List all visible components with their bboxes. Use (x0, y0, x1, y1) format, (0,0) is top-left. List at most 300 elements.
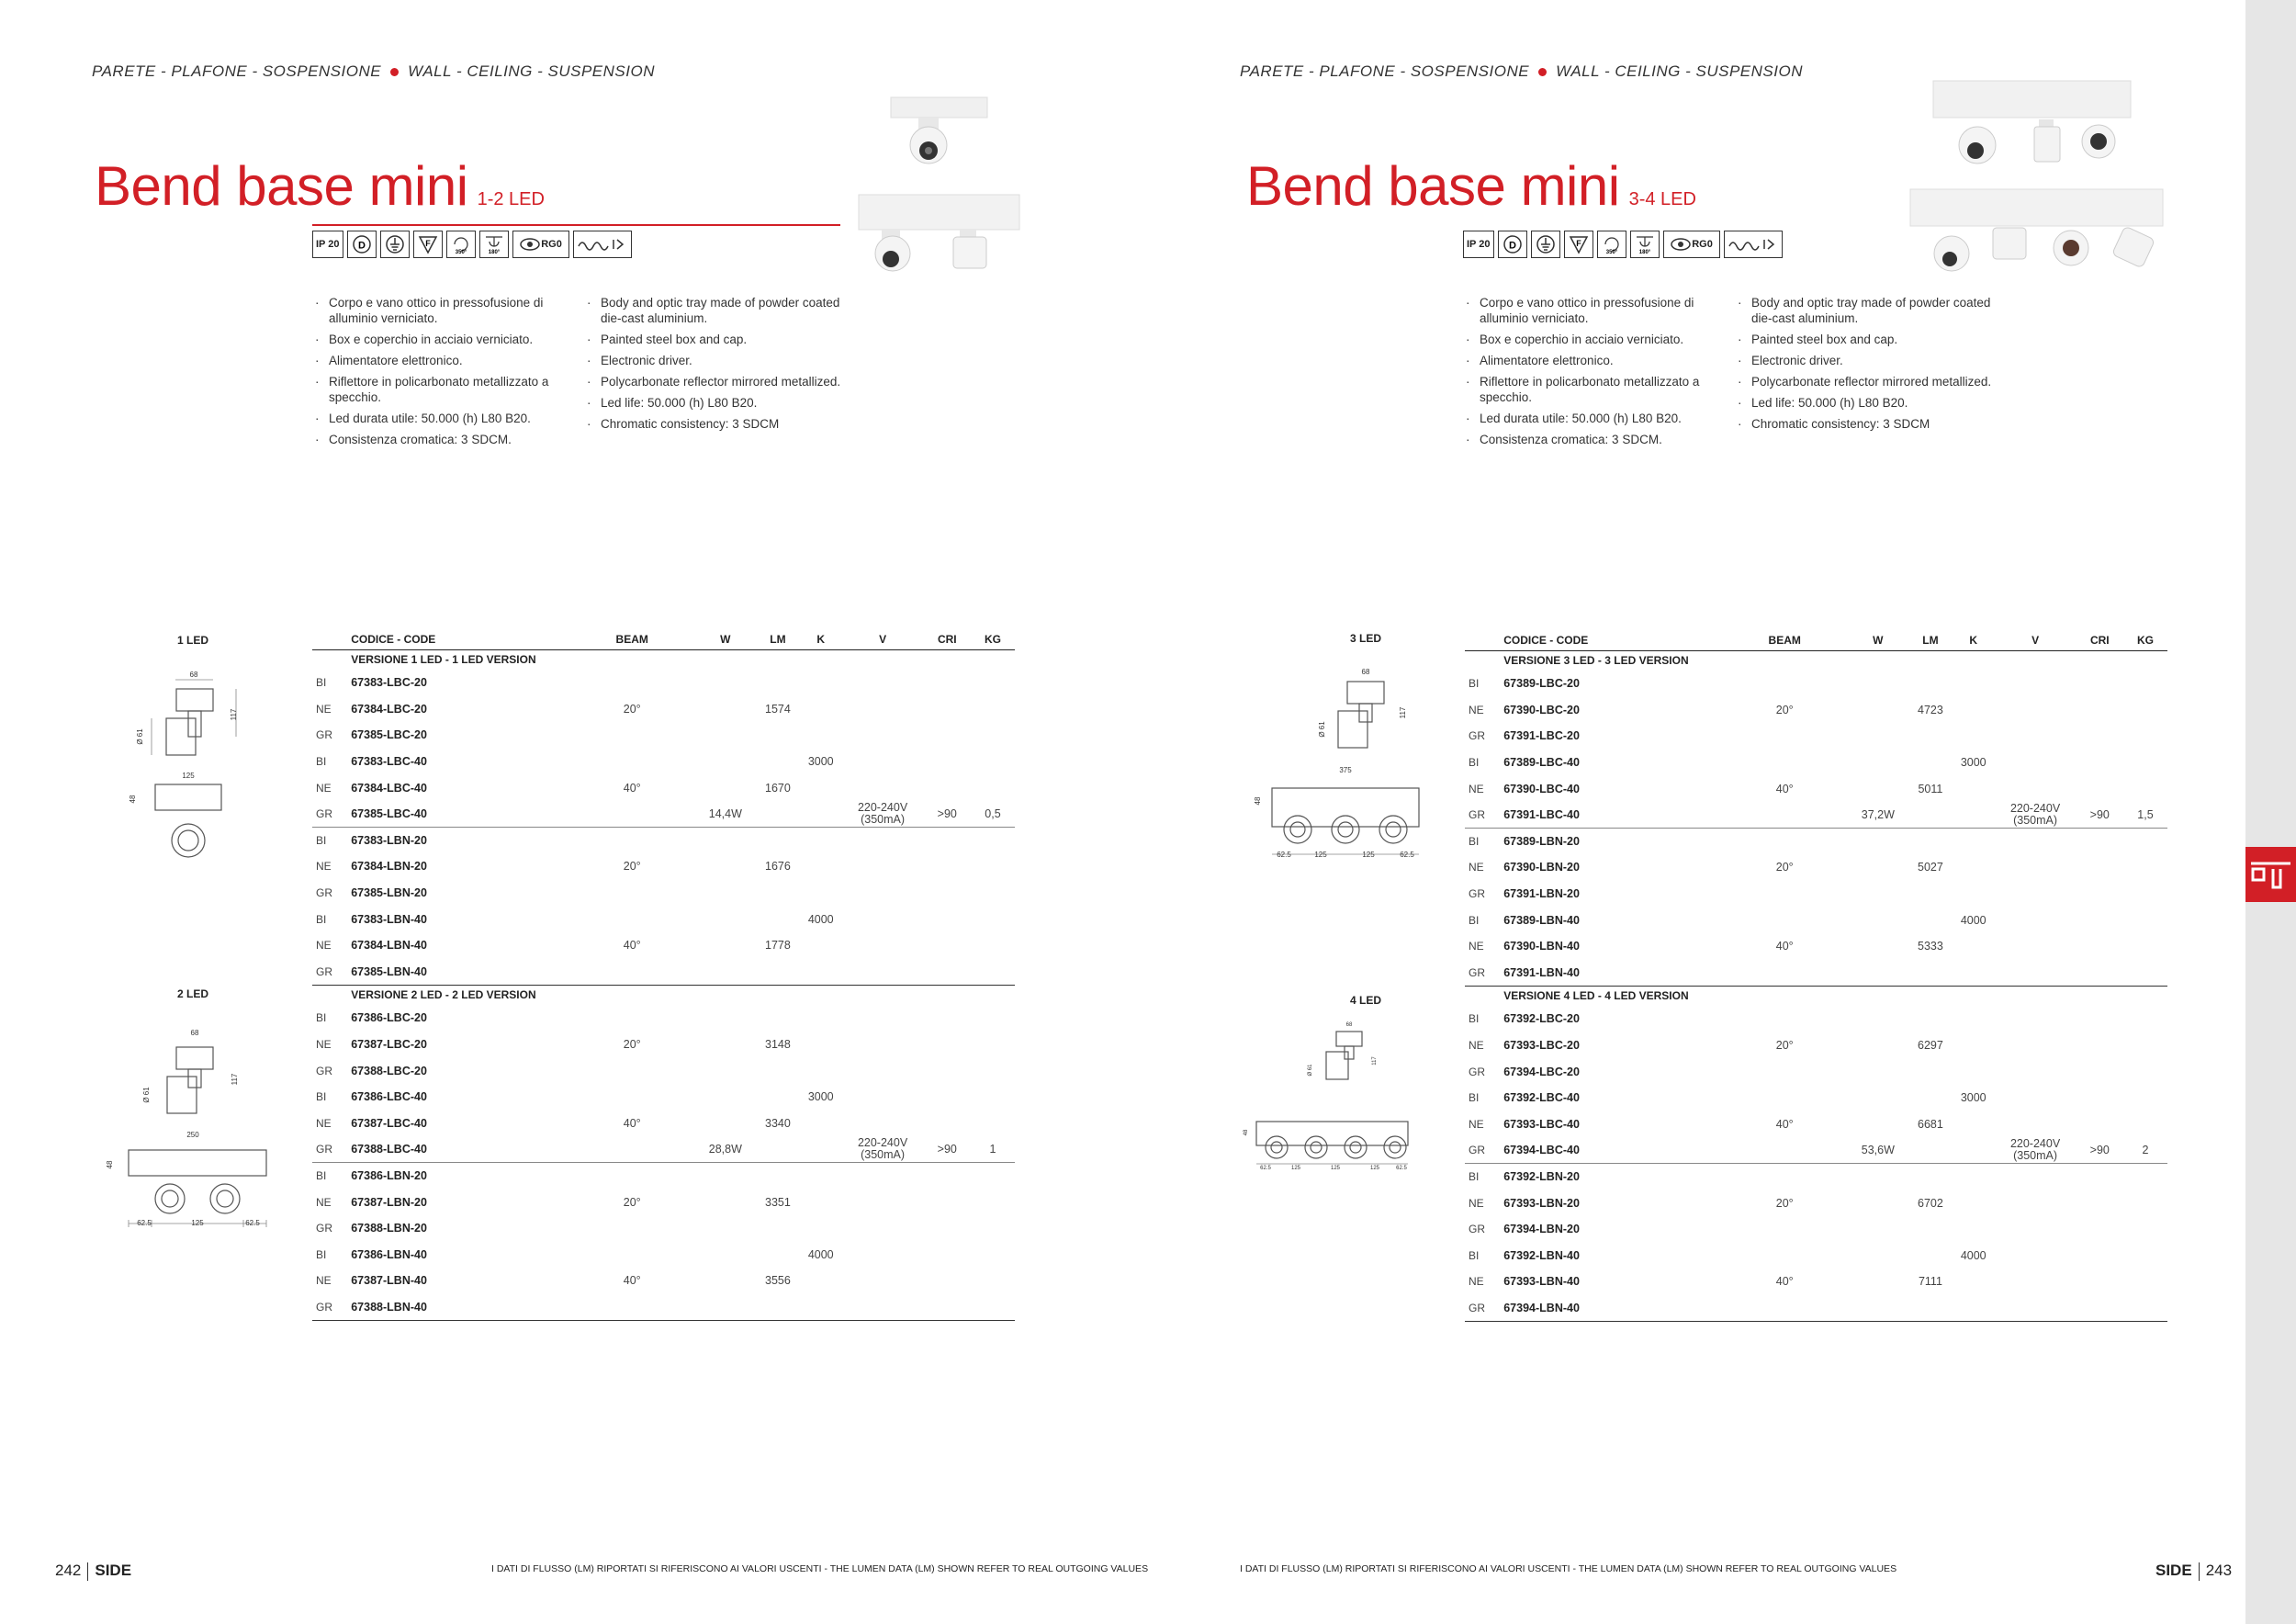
product-code: 67386-LBC-20 (351, 1011, 427, 1025)
lumen-value (1908, 1295, 1953, 1322)
color-code: BI (316, 1247, 327, 1261)
lumen-value: 5011 (1918, 782, 1943, 795)
kelvin-value (800, 1163, 842, 1190)
header-cri: CRI (2077, 630, 2123, 650)
kelvin-value: 4000 (807, 912, 834, 926)
kelvin-value: 3000 (807, 1090, 834, 1104)
lumen-value (756, 801, 800, 828)
lumen-value (756, 959, 800, 986)
lumen-value (1908, 1242, 1953, 1269)
beam-value (1722, 1295, 1848, 1322)
color-code: NE (1469, 1039, 1484, 1053)
technical-drawing-3led (1249, 661, 1424, 868)
product-code: 67384-LBN-40 (351, 939, 427, 953)
feature-it: · Corpo e vano ottico in pressofusione di alluminio verniciato. (1463, 295, 1716, 326)
table-row (1465, 1111, 2167, 1138)
lumen-value (756, 1005, 800, 1032)
table-row (312, 1111, 1015, 1137)
svg-text:D: D (1508, 240, 1516, 252)
color-code: GR (1469, 1223, 1485, 1236)
color-code: BI (316, 755, 327, 769)
kelvin-value (1953, 1111, 1995, 1138)
kelvin-value (1953, 1137, 1995, 1164)
table-row (1465, 960, 2167, 987)
color-code: NE (1469, 1117, 1484, 1131)
beam-value (569, 1057, 695, 1084)
product-code: 67394-LBC-40 (1503, 1137, 1721, 1164)
features-en (584, 295, 850, 437)
tilt-180-icon (479, 231, 509, 258)
beam-value (1722, 802, 1848, 829)
svg-text:117: 117 (231, 1073, 239, 1086)
product-code: 67389-LBN-20 (1503, 835, 1580, 849)
lumen-value (1908, 671, 1953, 697)
title-main: Bend base mini (1246, 155, 1620, 217)
feature-en: · Electronic driver. (584, 353, 850, 368)
lumen-value: 6702 (1918, 1196, 1943, 1210)
kelvin-value (1953, 671, 1995, 697)
lumen-value (756, 722, 800, 749)
kelvin-value: 3000 (1960, 1091, 1986, 1105)
voltage-value: 220-240V (350mA) (1995, 802, 2077, 829)
svg-text:62.5: 62.5 (1260, 1166, 1271, 1171)
beam-value (1722, 1058, 1848, 1085)
beam-value (569, 1136, 695, 1163)
svg-text:Ø 61: Ø 61 (136, 728, 144, 745)
table-row (1465, 750, 2167, 776)
svg-text:125: 125 (1330, 1166, 1341, 1171)
product-code: 67393-LBC-40 (1503, 1117, 1580, 1131)
lumen-value (1908, 881, 1953, 908)
table-row (1465, 723, 2167, 750)
lumen-value: 4723 (1918, 703, 1943, 716)
product-code: 67390-LBN-20 (1503, 861, 1580, 874)
color-code: NE (1469, 703, 1484, 716)
kelvin-value (800, 1111, 842, 1137)
voltage-value: 220-240V (350mA) (1995, 1137, 2077, 1164)
lumen-value: 1574 (765, 702, 791, 716)
table-row (312, 1294, 1015, 1321)
color-code: NE (316, 860, 332, 874)
product-code: 67394-LBN-40 (1503, 1295, 1721, 1322)
beam-value (1722, 960, 1848, 987)
color-code: BI (1469, 1091, 1480, 1105)
table-row (1465, 854, 2167, 881)
product-code: 67383-LBC-20 (351, 676, 427, 690)
header-code: CODICE - CODE (1503, 630, 1721, 650)
cri-value: >90 (924, 1136, 971, 1163)
svg-text:117: 117 (1372, 1056, 1378, 1066)
svg-text:350°: 350° (455, 250, 467, 255)
lumen-value: 1670 (765, 781, 791, 795)
power-value: 37,2W (1848, 802, 1908, 829)
lumen-value (1908, 1085, 1953, 1111)
lumen-value (1908, 750, 1953, 776)
feature-it: · Led durata utile: 50.000 (h) L80 B20. (312, 411, 565, 426)
header-beam: BEAM (1722, 630, 1848, 650)
color-code: NE (1469, 940, 1484, 953)
table-row (1465, 1058, 2167, 1085)
product-code: 67385-LBC-40 (351, 801, 568, 828)
technical-drawing-4led (1238, 1015, 1412, 1180)
beam-value (1722, 881, 1848, 908)
beam-value (1722, 723, 1848, 750)
svg-text:180°: 180° (1638, 250, 1650, 255)
product-code: 67389-LBN-40 (1503, 913, 1580, 927)
kelvin-value: 4000 (1960, 913, 1986, 927)
color-code: BI (1469, 1012, 1480, 1026)
beam-value (1722, 1085, 1848, 1111)
lumen-value (1908, 1216, 1953, 1243)
kelvin-value: 3000 (1960, 756, 1986, 770)
svg-text:180°: 180° (488, 250, 500, 255)
earth-icon (1531, 231, 1560, 258)
kelvin-value (1953, 933, 1995, 960)
table-row (312, 1241, 1015, 1268)
f-mark-icon (413, 231, 443, 258)
cri-value: >90 (2077, 802, 2123, 829)
drawing-label-3led: 3 LED (1350, 632, 1382, 645)
svg-text:250: 250 (186, 1131, 199, 1139)
section-header (92, 62, 655, 81)
color-code: NE (1469, 782, 1484, 795)
lumen-disclaimer: I DATI DI FLUSSO (LM) RIPORTATI SI RIFERISCONO AI VALORI USCENTI - THE LUMEN DATA (LM) SHOWN REFER TO REAL OUTGOING VALUES (1240, 1563, 1897, 1574)
beam-value: 40° (623, 1274, 641, 1288)
table-row (1465, 1242, 2167, 1269)
product-code: 67387-LBC-40 (351, 1116, 427, 1130)
kelvin-value: 4000 (1960, 1248, 1986, 1262)
color-code: BI (1469, 677, 1480, 691)
svg-text:48: 48 (1254, 796, 1262, 806)
lumen-value (1908, 723, 1953, 750)
product-code: 67387-LBC-20 (351, 1038, 427, 1052)
feature-it: · Led durata utile: 50.000 (h) L80 B20. (1463, 411, 1716, 426)
beam-value (569, 828, 695, 854)
product-code: 67389-LBC-20 (1503, 677, 1580, 691)
product-code: 67388-LBN-40 (351, 1294, 568, 1321)
beam-value (1722, 1216, 1848, 1243)
ip20-icon: IP 20 (312, 231, 343, 258)
kelvin-value (1953, 1032, 1995, 1059)
color-code: NE (316, 702, 332, 716)
header-w: W (695, 629, 756, 649)
table-row (312, 853, 1015, 880)
kelvin-value (800, 932, 842, 959)
table-row (1465, 1006, 2167, 1032)
technical-drawing-2led (101, 1010, 271, 1240)
beam-value (1722, 1242, 1848, 1269)
header-w: W (1848, 630, 1908, 650)
color-code: NE (316, 1274, 332, 1288)
lumen-value (1908, 907, 1953, 933)
product-photo (854, 92, 1024, 289)
table-row (1465, 1164, 2167, 1190)
rg0-icon: RG0 (512, 231, 569, 258)
separator-dot-icon (1538, 68, 1547, 76)
cri-value: >90 (2077, 1137, 2123, 1164)
table-row (312, 670, 1015, 696)
kelvin-value (1953, 854, 1995, 881)
kelvin-value (1953, 1295, 1995, 1322)
version-row (1465, 650, 2167, 671)
product-code: 67383-LBC-40 (351, 755, 427, 769)
color-code: GR (316, 886, 332, 900)
kelvin-value: 4000 (807, 1247, 834, 1261)
feature-en: · Polycarbonate reflector mirrored metallized. (1735, 374, 2001, 389)
color-code: NE (316, 1116, 332, 1130)
product-code: 67392-LBN-40 (1503, 1248, 1580, 1262)
lumen-value (756, 1294, 800, 1321)
table-row (1465, 829, 2167, 855)
svg-text:125: 125 (182, 772, 195, 780)
product-code: 67391-LBC-40 (1503, 802, 1721, 829)
features-en (1735, 295, 2001, 437)
ip20-icon: IP 20 (1463, 231, 1494, 258)
table-row (1465, 775, 2167, 802)
page-label: SIDE (2155, 1562, 2192, 1579)
color-code: GR (316, 728, 332, 742)
title-main: Bend base mini (95, 155, 468, 217)
product-code: 67392-LBN-20 (1503, 1170, 1580, 1184)
svg-text:68: 68 (1345, 1022, 1353, 1028)
svg-text:Ø 61: Ø 61 (1318, 721, 1326, 738)
kelvin-value (1953, 1269, 1995, 1295)
product-code: 67385-LBN-40 (351, 959, 568, 986)
version-label: VERSIONE 4 LED - 4 LED VERSION (1503, 989, 1689, 1003)
drawing-label-4led: 4 LED (1350, 994, 1382, 1007)
section-header (1240, 62, 1803, 81)
lumen-value (756, 1215, 800, 1242)
lumen-value (756, 1163, 800, 1190)
beam-value (1722, 1137, 1848, 1164)
version-label: VERSIONE 3 LED - 3 LED VERSION (1503, 654, 1689, 668)
weight-value: 1 (971, 1136, 1015, 1163)
product-code: 67390-LBC-20 (1503, 703, 1580, 716)
beam-value: 20° (623, 1195, 641, 1209)
product-code: 67384-LBC-20 (351, 702, 427, 716)
drawing-label-1led: 1 LED (177, 634, 209, 647)
product-code: 67392-LBC-40 (1503, 1091, 1580, 1105)
page-number-value: 242 (55, 1562, 82, 1579)
weight-value: 2 (2123, 1137, 2167, 1164)
product-code: 67391-LBC-20 (1503, 729, 1580, 743)
beam-value (569, 722, 695, 749)
lumen-value (756, 1241, 800, 1268)
product-code: 67385-LBN-20 (351, 886, 427, 900)
beam-value: 20° (623, 702, 641, 716)
product-code: 67387-LBN-40 (351, 1274, 427, 1288)
svg-text:62.5: 62.5 (1400, 851, 1414, 859)
svg-text:125: 125 (1290, 1166, 1301, 1171)
color-code: NE (1469, 861, 1484, 874)
table-row (1465, 1295, 2167, 1322)
kelvin-value (1953, 775, 1995, 802)
features-it (312, 295, 565, 453)
table-row (312, 1163, 1015, 1190)
dimmable-icon (1724, 231, 1783, 258)
feature-it: · Consistenza cromatica: 3 SDCM. (1463, 432, 1716, 447)
beam-value: 20° (1775, 703, 1794, 716)
feature-en: · Chromatic consistency: 3 SDCM (1735, 416, 2001, 432)
kelvin-value (1953, 697, 1995, 724)
svg-text:125: 125 (191, 1219, 204, 1227)
beam-value: 40° (623, 939, 641, 953)
header-k: K (800, 629, 842, 649)
kelvin-value (800, 696, 842, 723)
product-title (1246, 154, 1696, 218)
table-row (1465, 907, 2167, 933)
lumen-value: 6297 (1918, 1039, 1943, 1053)
product-code: 67383-LBN-40 (351, 912, 427, 926)
color-code: BI (316, 834, 327, 848)
page-right (1148, 0, 2296, 1624)
header-v: V (1995, 630, 2077, 650)
kelvin-value (1953, 1164, 1995, 1190)
svg-text:Ø 61: Ø 61 (142, 1087, 151, 1103)
features-it (1463, 295, 1716, 453)
svg-text:117: 117 (230, 708, 238, 721)
beam-value (569, 1084, 695, 1111)
color-code: GR (1465, 1137, 1503, 1164)
feature-en: · Painted steel box and cap. (1735, 332, 2001, 347)
product-code: 67391-LBN-20 (1503, 887, 1580, 901)
color-code: GR (1469, 887, 1485, 901)
beam-value: 40° (623, 1116, 641, 1130)
product-code: 67385-LBC-20 (351, 728, 427, 742)
header-k: K (1953, 630, 1995, 650)
color-code: GR (1465, 1295, 1503, 1322)
kelvin-value (1953, 723, 1995, 750)
lumen-value (1908, 1137, 1953, 1164)
kelvin-value (800, 880, 842, 907)
title-sub: 1-2 LED (477, 189, 545, 209)
color-code: BI (1469, 1248, 1480, 1262)
feature-en: · Painted steel box and cap. (584, 332, 850, 347)
lumen-value (756, 1136, 800, 1163)
kelvin-value (800, 1215, 842, 1242)
product-code: 67389-LBC-40 (1503, 756, 1580, 770)
lumen-value: 3148 (765, 1038, 791, 1052)
table-row (312, 749, 1015, 775)
beam-value: 20° (1775, 1039, 1794, 1053)
color-code: NE (1469, 1196, 1484, 1210)
color-code: GR (312, 1294, 351, 1321)
class-d-icon (347, 231, 377, 258)
feature-en: · Led life: 50.000 (h) L80 B20. (584, 395, 850, 411)
table-row (1465, 933, 2167, 960)
svg-text:68: 68 (189, 671, 198, 679)
title-rule (312, 224, 840, 226)
color-code: BI (1469, 835, 1480, 849)
table-row (312, 1189, 1015, 1215)
version-row (312, 649, 1015, 670)
technical-drawing-1led (115, 661, 243, 868)
product-code: 67388-LBC-20 (351, 1064, 427, 1077)
lumen-value (1908, 1058, 1953, 1085)
beam-value: 20° (623, 860, 641, 874)
table-row (1465, 1216, 2167, 1243)
feature-it: · Alimentatore elettronico. (1463, 353, 1716, 368)
earth-icon (380, 231, 410, 258)
product-code: 67384-LBC-40 (351, 781, 427, 795)
separator-dot-icon (390, 68, 399, 76)
table-row (1465, 802, 2167, 829)
header-lm: LM (756, 629, 800, 649)
kelvin-value (1953, 1058, 1995, 1085)
beam-value (569, 1294, 695, 1321)
beam-value: 20° (1775, 861, 1794, 874)
beam-value (1722, 750, 1848, 776)
color-code: BI (316, 676, 327, 690)
beam-value (569, 1241, 695, 1268)
product-code: 67390-LBN-40 (1503, 940, 1580, 953)
version-label: VERSIONE 1 LED - 1 LED VERSION (351, 653, 536, 667)
kelvin-value (800, 1005, 842, 1032)
product-code: 67388-LBC-40 (351, 1136, 568, 1163)
lumen-value (756, 1057, 800, 1084)
version-label: VERSIONE 2 LED - 2 LED VERSION (351, 988, 536, 1002)
voltage-value: 220-240V (350mA) (842, 801, 924, 828)
section-it: PARETE - PLAFONE - SOSPENSIONE (92, 62, 382, 80)
color-code: BI (1469, 756, 1480, 770)
color-code: GR (1465, 960, 1503, 987)
lumen-value: 3556 (765, 1274, 791, 1288)
svg-text:F: F (424, 239, 431, 248)
product-code: 67391-LBN-40 (1503, 960, 1721, 987)
kelvin-value (800, 959, 842, 986)
beam-value (1722, 907, 1848, 933)
rotation-350-icon (446, 231, 476, 258)
product-code: 67387-LBN-20 (351, 1195, 427, 1209)
table-row (312, 1136, 1015, 1163)
table-row (312, 1268, 1015, 1294)
product-code: 67393-LBN-20 (1503, 1196, 1580, 1210)
color-code: GR (312, 1136, 351, 1163)
feature-en: · Led life: 50.000 (h) L80 B20. (1735, 395, 2001, 411)
tilt-180-icon (1630, 231, 1660, 258)
product-code: 67386-LBC-40 (351, 1090, 427, 1104)
lumen-value (1908, 1006, 1953, 1032)
table-row (1465, 697, 2167, 724)
table-row (312, 696, 1015, 723)
product-code: 67383-LBN-20 (351, 834, 427, 848)
feature-en: · Polycarbonate reflector mirrored metallized. (584, 374, 850, 389)
kelvin-value (800, 1189, 842, 1215)
product-code: 67390-LBC-40 (1503, 782, 1580, 795)
beam-value (569, 670, 695, 696)
lumen-value (1908, 1164, 1953, 1190)
lumen-value (756, 1084, 800, 1111)
svg-text:68: 68 (190, 1029, 199, 1037)
page-label: SIDE (95, 1562, 132, 1579)
kelvin-value (800, 1057, 842, 1084)
table-row (1465, 671, 2167, 697)
kelvin-value (800, 1136, 842, 1163)
power-value: 53,6W (1848, 1137, 1908, 1164)
svg-text:62.5: 62.5 (245, 1219, 260, 1227)
lumen-value (756, 749, 800, 775)
table-row (312, 1084, 1015, 1111)
kelvin-value (800, 801, 842, 828)
color-code: GR (312, 801, 351, 828)
kelvin-value (800, 853, 842, 880)
title-sub: 3-4 LED (1628, 189, 1696, 209)
table-row (312, 932, 1015, 959)
svg-text:125: 125 (1369, 1166, 1380, 1171)
kelvin-value (800, 1294, 842, 1321)
weight-value: 1,5 (2123, 802, 2167, 829)
kelvin-value (1953, 802, 1995, 829)
